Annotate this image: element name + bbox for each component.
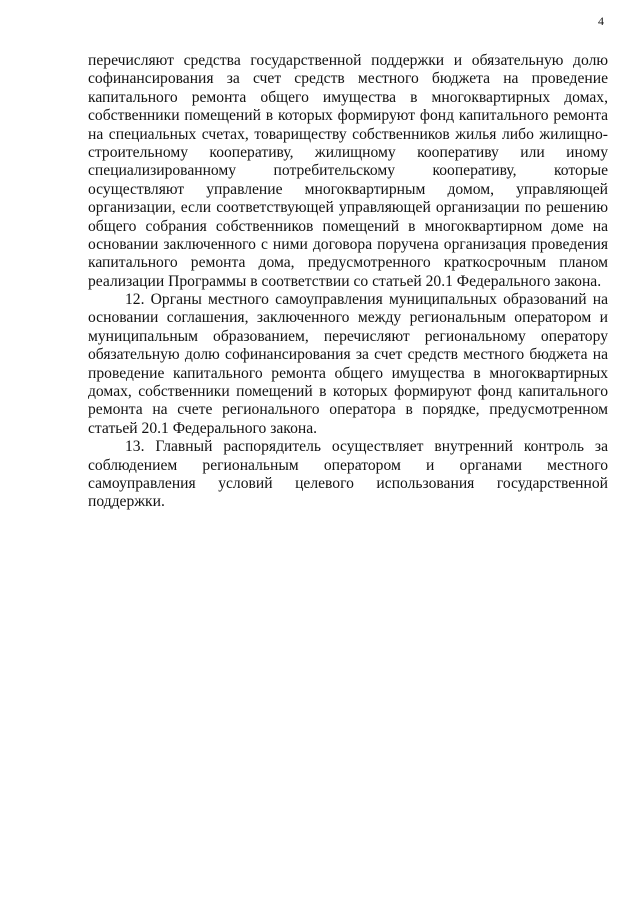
text-line: 13. Главный распорядитель осуществляет внутренний контроль за: [125, 438, 608, 456]
text-line: обязательную долю софинансирования за счет средств местного бюджета на: [88, 346, 608, 364]
text-line: перечисляют средства государственной поддержки и обязательную долю: [88, 52, 608, 69]
text-line: капитального ремонта дома, предусмотренного краткосрочным планом: [88, 254, 608, 272]
text-line: строительному кооперативу, жилищному кооперативу или иному: [88, 143, 608, 161]
text-line: реализации Программы в соответствии со статьей 20.1 Федерального закона.: [88, 272, 602, 290]
text-line: капитального ремонта общего имущества в многоквартирных домах,: [88, 88, 608, 106]
text-line: домах, собственники помещений в которых формируют фонд капитального: [88, 383, 608, 401]
text-line: общего собрания собственников помещений в многоквартирном доме на: [88, 217, 608, 235]
document-body: [88, 52, 608, 512]
text-line: софинансирования за счет средств местного бюджета на проведение: [88, 70, 608, 88]
text-line: собственники помещений в которых формируют фонд капитального ремонта: [88, 107, 608, 125]
paragraph-continuation: [88, 52, 608, 291]
text-line: на специальных счетах, товариществу собственников жилья либо жилищно-: [88, 125, 608, 143]
text-line: основании заключенного с ними договора поручена организация проведения: [88, 235, 608, 253]
paragraph-item-13: [88, 438, 608, 512]
text-line: осуществляют управление многоквартирным домом, управляющей: [88, 180, 608, 198]
text-line: ремонта на счете регионального оператора в порядке, предусмотренном: [88, 401, 608, 419]
text-line: проведение капитального ремонта общего имущества в многоквартирных: [88, 364, 608, 382]
paragraph-item-12: [88, 291, 608, 438]
page-number: 4: [598, 14, 604, 28]
text-line: специализированному потребительскому кооперативу, которые: [88, 162, 608, 180]
text-line: самоуправления условий целевого использования государственной: [88, 474, 608, 492]
text-line: поддержки.: [88, 493, 165, 511]
text-line: статьей 20.1 Федерального закона.: [88, 419, 318, 437]
text-line: 12. Органы местного самоуправления муниципальных образований на: [125, 291, 608, 309]
text-line: муниципальным образованием, перечисляют региональному оператору: [88, 327, 608, 345]
text-line: организации, если соответствующей управляющей организации по решению: [88, 199, 608, 217]
text-line: основании соглашения, заключенного между региональным оператором и: [88, 309, 608, 327]
text-line: соблюдением региональным оператором и органами местного: [88, 456, 608, 474]
